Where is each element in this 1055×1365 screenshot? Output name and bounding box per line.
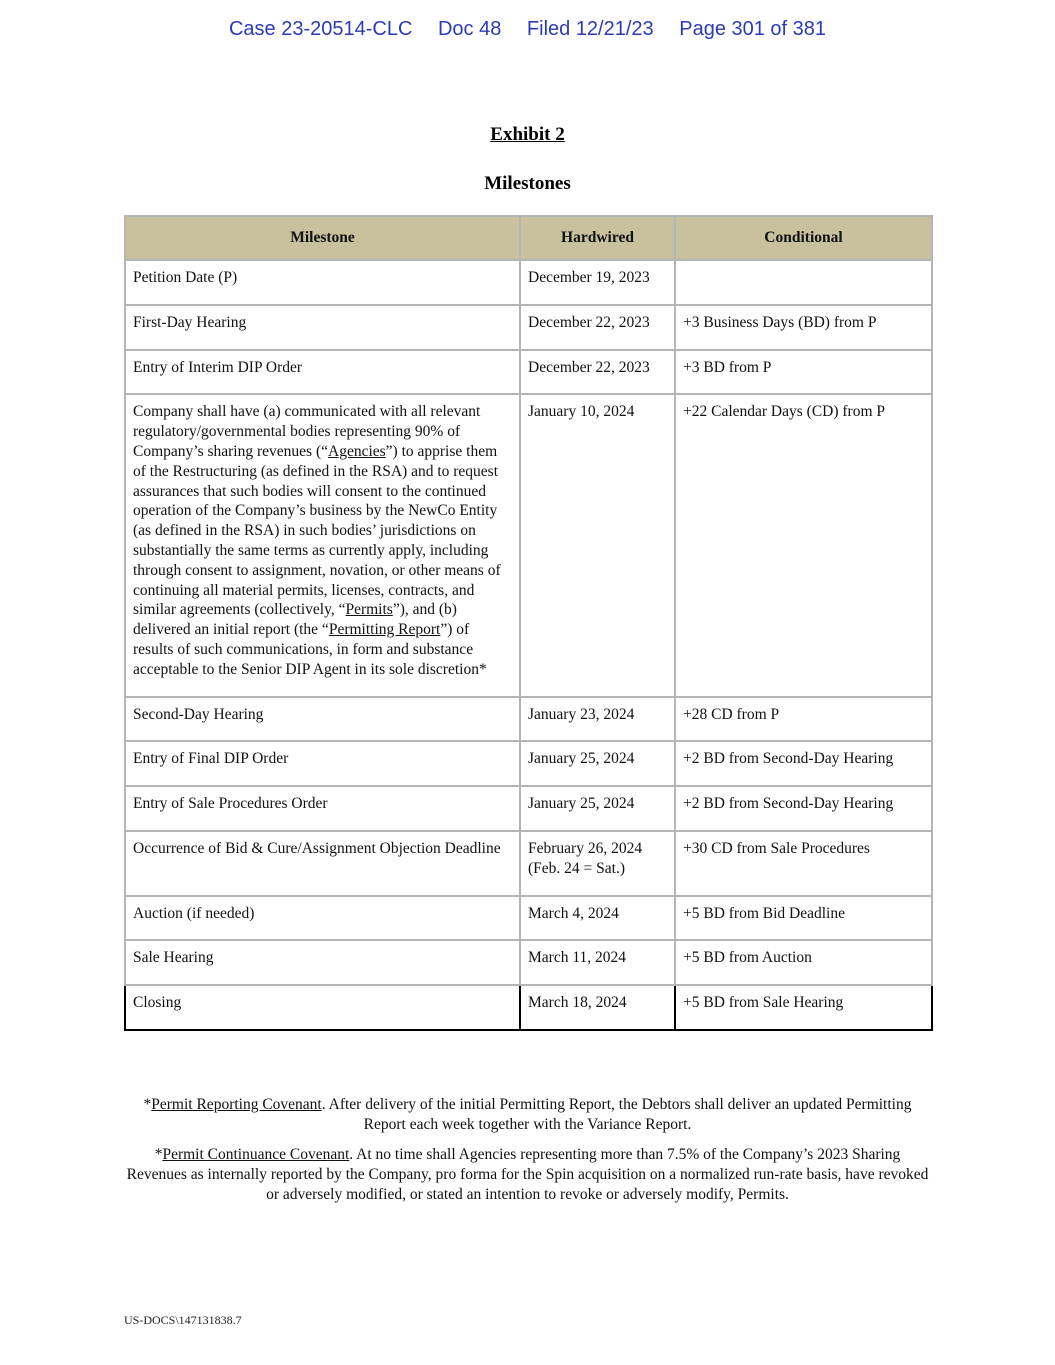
footnote-marker: * [143,1096,152,1113]
hardwired-cell: January 25, 2024 [520,786,675,831]
milestone-text: Company shall have (a) communicated with all relevant regulatory/governmental bodies representing 90% of Company’s sharing revenues (“ [133,403,481,460]
milestone-text: ”) to apprise them of the Restructuring (as defined in the RSA) and to request assurances that such bodies will consent to the continued operation of the Company’s business by the NewCo Entity (as defined in the RSA) in such bodies’ jurisdictions on substantially the same terms as currently apply, including through consent to assignment, novation, or other means of continuing all material permits, licenses, contracts, and similar agreements (collectively, “ [133,442,501,619]
conditional-cell: +2 BD from Second-Day Hearing [675,741,932,786]
footnote-permit-continuance [124,1145,931,1205]
conditional-cell: +28 CD from P [675,697,932,742]
table-row [125,786,932,831]
milestone-cell: Entry of Sale Procedures Order [125,786,520,831]
conditional-cell: +5 BD from Auction [675,940,932,985]
milestone-cell [125,394,520,696]
hardwired-cell: March 11, 2024 [520,940,675,985]
table-row [125,697,932,742]
hardwired-cell: December 19, 2023 [520,260,675,305]
footnote-marker: * [154,1146,163,1163]
conditional-cell: +22 Calendar Days (CD) from P [675,394,932,696]
case-number: Case 23-20514-CLC [228,18,413,40]
conditional-cell: +3 Business Days (BD) from P [675,305,932,350]
milestone-cell: Closing [125,985,520,1030]
table-row [125,350,932,395]
case-header [0,18,1055,41]
milestone-cell: Second-Day Hearing [125,697,520,742]
document-subtitle: Milestones [484,173,571,194]
page-number: Page 301 of 381 [679,18,827,40]
conditional-cell [675,260,932,305]
milestone-cell: Petition Date (P) [125,260,520,305]
milestone-text: ”) of results of such communications, in form and substance acceptable to the Senior DIP Agent in its sole discretion* [133,621,487,678]
defined-term-agencies: Agencies [328,442,386,460]
column-header-milestone: Milestone [125,216,520,260]
exhibit-title: Exhibit 2 [490,124,565,145]
defined-term-permitting-report: Permitting Report [328,621,441,639]
conditional-cell: +2 BD from Second-Day Hearing [675,786,932,831]
hardwired-cell: December 22, 2023 [520,350,675,395]
milestone-cell: Occurrence of Bid & Cure/Assignment Objection Deadline [125,831,520,896]
document-id: US-DOCS\147131838.7 [124,1313,242,1327]
hardwired-cell: March 4, 2024 [520,896,675,941]
hardwired-cell: March 18, 2024 [520,985,675,1030]
table-header-row [125,216,932,260]
column-header-conditional: Conditional [675,216,932,260]
conditional-cell: +30 CD from Sale Procedures [675,831,932,896]
table-row [125,831,932,896]
footnote-label: Permit Reporting Covenant [151,1096,322,1113]
milestone-cell: Entry of Final DIP Order [125,741,520,786]
conditional-cell: +5 BD from Bid Deadline [675,896,932,941]
footnote-label: Permit Continuance Covenant [162,1146,350,1163]
table-row [125,896,932,941]
table-row [125,394,932,696]
footnote-permit-reporting [124,1095,931,1135]
hardwired-cell [520,831,675,896]
table-row [125,741,932,786]
table-row [125,260,932,305]
milestones-table [124,215,933,1031]
defined-term-permits: Permits [345,601,393,619]
milestone-text: ”), and (b) delivered an initial report (the “ [133,601,457,639]
table-row [125,940,932,985]
table-row [125,985,932,1030]
milestone-cell: First-Day Hearing [125,305,520,350]
hardwired-date: February 26, 2024 [528,839,643,857]
conditional-cell: +3 BD from P [675,350,932,395]
footnote-text: . At no time shall Agencies representing more than 7.5% of the Company’s 2023 Sharing Revenues as internally reported by the Company, pro forma for the Spin acquisition on a normalized run-rate basis, have revoked or adversely modified, or stated an intention to revoke or adversely modify, Permits. [126,1146,929,1203]
hardwired-cell: December 22, 2023 [520,305,675,350]
milestone-cell: Auction (if needed) [125,896,520,941]
footnote-text: . After delivery of the initial Permitting Report, the Debtors shall deliver an updated Permitting Report each week together with the Variance Report. [321,1096,912,1133]
milestone-cell: Sale Hearing [125,940,520,985]
filed-date: Filed 12/21/23 [526,18,654,40]
hardwired-note: (Feb. 24 = Sat.) [528,859,625,877]
hardwired-cell: January 25, 2024 [520,741,675,786]
footnotes [124,1095,931,1215]
table-row [125,305,932,350]
column-header-hardwired: Hardwired [520,216,675,260]
hardwired-cell: January 23, 2024 [520,697,675,742]
milestone-cell: Entry of Interim DIP Order [125,350,520,395]
hardwired-cell: January 10, 2024 [520,394,675,696]
conditional-cell: +5 BD from Sale Hearing [675,985,932,1030]
doc-number: Doc 48 [437,18,502,40]
